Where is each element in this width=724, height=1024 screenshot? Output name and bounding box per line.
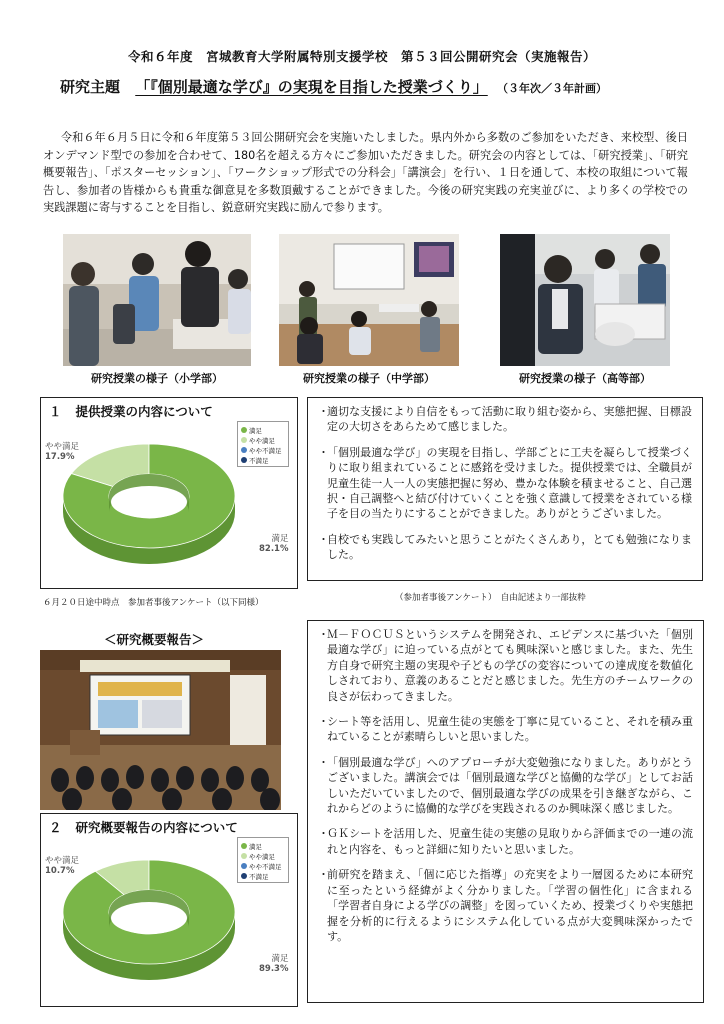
caption-elementary: 研究授業の様子（小学部） <box>91 372 223 385</box>
comment-item: ・ 「個別最適な学び」へのアプローチが大変勉強になりました。ありがとうございました。講演会では「個別最適な学びと協働的な学び」としてお話しいただいていましたので、個別最適な学びの成果を引き継ぎながら、これからどのように協働的な学びを実践されるのか興味深く感じました。 <box>318 755 693 816</box>
legend-item: やや不満足 <box>241 445 285 455</box>
data-label-somewhat: やや満足 10.7% <box>45 856 80 876</box>
caption-junior-high: 研究授業の様子（中学部） <box>303 372 435 385</box>
donut-hole <box>111 486 187 518</box>
chart-overview-content <box>40 813 298 1007</box>
survey-note: ６月２０日途中時点 参加者事後アンケート（以下同様） <box>43 598 264 608</box>
chart-number: １ <box>49 404 62 419</box>
legend-item: 不満足 <box>241 455 285 465</box>
chart-title-text: 研究概要報告の内容について <box>75 820 238 835</box>
comment-item: ・ 適切な支援により自信をもって活動に取り組む姿から、実態把握、目標設定の大切さをあらためて感じました。 <box>318 405 692 434</box>
photo-overview-report <box>40 650 281 810</box>
data-label-satisfied: 満足 89.3% <box>259 954 289 974</box>
data-label-somewhat: やや満足 17.9% <box>45 442 80 462</box>
chart-legend <box>237 421 289 467</box>
intro-paragraph: 令和６年６月５日に令和６年度第５３回公開研究会を実施いたしました。県内外から多数のご参加をいただき、来校型、後日オンデマンド型での参加を合わせて、180名を超える方々にご参加いただきました。研究会の内容としては、「研究授業」、「研究概要報告」、「ポスターセッション」、「ワークショップ形式での分科会」「講演会」を行い、１日を通して、本校の取組について報告し、参加者の皆様からも貴重な御意見を多数頂戴することができました。今後の研究実践の充実並びに、より多くの学校での実践課題に寄与することを目指し、鋭意研究実践に励んで参ります。 <box>43 131 688 215</box>
photo-elementary <box>63 234 251 366</box>
chart-lesson-content <box>40 397 298 589</box>
report-header: 令和６年度 宮城教育大学附属特別支援学校 第５３回公開研究会（実施報告） <box>127 49 596 64</box>
legend-item: 不満足 <box>241 871 285 881</box>
research-theme <box>60 76 607 97</box>
chart-title-text: 提供授業の内容について <box>75 404 213 419</box>
comment-item: ・ ＧＫシートを活用した、児童生徒の実態の見取りから評価までの一連の流れと内容を、もっと詳細に知りたいと思いました。 <box>318 827 693 856</box>
chart-legend <box>237 837 289 883</box>
legend-item: 満足 <box>241 425 285 435</box>
caption-high-school: 研究授業の様子（高等部） <box>519 372 651 385</box>
overview-title: ＜研究概要報告＞ <box>104 632 205 647</box>
legend-item: 満足 <box>241 841 285 851</box>
comment-item: ・ Ｍ－ＦＯＣＵＳというシステムを開発され、エビデンスに基づいた「個別最適な学び」に迫っている点がとても興味深いと感じました。また、先生方自身で研究主題の実現や子どもの学びの変容についての達成度を数値化しされており、意義のあることだと感じました。先生方のチームワークの良さが伝わってきました。 <box>318 628 693 703</box>
photo-junior-high <box>279 234 459 366</box>
chart-number: ２ <box>49 820 62 835</box>
photo-high-school <box>500 234 670 366</box>
comment-item: ・ シート等を活用し、児童生徒の実態を丁寧に見ていること、それを積み重ねていることが素晴らしいと思いました。 <box>318 715 693 744</box>
legend-item: やや満足 <box>241 851 285 861</box>
free-description-note: （参加者事後アンケート） 自由記述より一部抜粋 <box>395 593 586 603</box>
legend-item: やや不満足 <box>241 861 285 871</box>
comments-lesson <box>307 397 703 581</box>
comments-overview <box>307 620 704 1003</box>
theme-sub: （３年次／３年計画） <box>497 82 607 95</box>
theme-label: 研究主題 <box>60 78 121 96</box>
legend-item: やや満足 <box>241 435 285 445</box>
comment-item: ・ 「個別最適な学び」の実現を目指し、学部ごとに工夫を凝らして授業づくりに取り組まれていることに感銘を受けました。提供授業では、全職員が児童生徒一人一人の実態把握に努め、豊かな体験を積ませること、自己選択・自己調整へと結び付けていくことを強く意識して授業をされている様子を目の当たりにすることができました。ありがとうございました。 <box>318 445 692 521</box>
data-label-satisfied: 満足 82.1% <box>259 534 289 554</box>
theme-main: 「『個別最適な学び』の実現を目指した授業づくり」 <box>135 78 488 96</box>
comment-item: ・ 前研究を踏まえ、「個に応じた指導」の充実をより一層図るために本研究に至ったという経緯がよく分かりました。「学習の個性化」に含まれる「学習者自身による学びの調整」を図っていくため、授業づくりや実態把握を分析的に行えるようにシステム化している点が大変興味深かったです。 <box>318 868 693 943</box>
donut-hole <box>111 902 187 934</box>
comment-item: ・ 自校でも実践してみたいと思うことがたくさんあり，とても勉強になりました。 <box>318 532 692 562</box>
